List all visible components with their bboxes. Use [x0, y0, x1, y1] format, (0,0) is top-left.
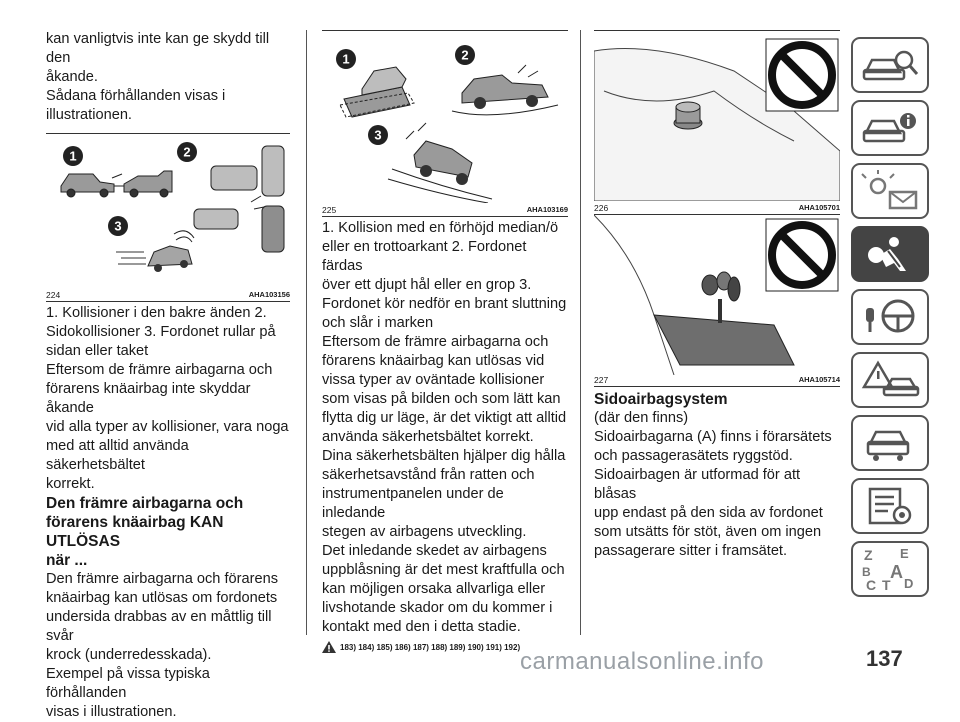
pothole-car: [452, 65, 558, 115]
side-airbag-heading: Sidoairbagsystem: [594, 391, 728, 408]
seat-airbag-illustration: [594, 31, 840, 201]
steering-wheel-key-icon: [860, 296, 920, 338]
car-service-icon: [860, 422, 920, 464]
list-settings-icon: [860, 485, 920, 527]
page-number: 137: [866, 646, 903, 671]
figure-224: [46, 133, 290, 302]
svg-text:2: 2: [183, 144, 191, 160]
tab-safety-airbag[interactable]: [851, 226, 929, 282]
badge-3: [368, 125, 388, 145]
lights-message-icon: [860, 170, 920, 212]
tab-warning-road[interactable]: [851, 352, 929, 408]
badge-1: [336, 49, 356, 69]
svg-text:A: A: [890, 562, 903, 582]
inflation-paragraph: Det inledande skedet av airbagens uppblåsning är det mest kraftfulla och kan möjligen orsaka allvarliga eller livshotande skador om du kommer i kontakt med den i detta stadie.: [322, 543, 565, 635]
rear-collision-cars: [61, 171, 172, 197]
watermark: carmanualsonline.info: [520, 648, 764, 675]
svg-text:3: 3: [114, 218, 122, 234]
badge-2: [455, 45, 475, 65]
intro-text: kan vanligtvis inte kan ge skydd till den åkande. Sådana förhållanden visas i illustrationen.: [46, 31, 270, 123]
figure-225: [322, 30, 568, 217]
figure-224-caption: 1. Kollisioner i den bakre änden 2. Sidokollisioner 3. Fordonet rullar på sidan eller taket: [46, 305, 276, 359]
badge-2: [177, 142, 197, 162]
reference-notes: 183) 184) 185) 186) 187) 188) 189) 190) 191) 192): [322, 641, 568, 653]
tab-steering-wheel-key[interactable]: [851, 289, 929, 345]
tab-lights-message[interactable]: [851, 163, 929, 219]
figure-227: [594, 215, 840, 387]
collision-illustration: [46, 134, 290, 286]
availability-note: (där den finns): [594, 410, 689, 426]
chapter-tabs: [851, 37, 931, 604]
figure-caption-bar: 227 AHA105714: [594, 375, 840, 385]
figure-225-caption: 1. Kollision med en förhöjd median/ö eller en trottoarkant 2. Fordonet färdas över ett djupt hål eller en grop 3. Fordonet kör nedför en brant sluttning och slår i marken: [322, 220, 567, 331]
figure-caption-bar: 224 AHA103156: [46, 290, 290, 300]
column-2: [322, 30, 568, 653]
svg-text:T: T: [882, 577, 891, 592]
svg-text:1: 1: [69, 148, 77, 164]
airbag-person-icon: [860, 233, 920, 275]
svg-text:B: B: [862, 565, 871, 579]
svg-text:1: 1: [342, 51, 350, 67]
svg-text:3: 3: [374, 127, 382, 143]
side-collision-cars: [194, 146, 284, 252]
tab-alphabet-index[interactable]: [851, 541, 929, 597]
tab-car-info[interactable]: [851, 100, 929, 156]
example-paragraph: Exempel på vissa typiska förhållanden visas i illustrationen.: [46, 666, 210, 720]
tab-list-settings[interactable]: [851, 478, 929, 534]
deployment-paragraph: Den främre airbagarna och förarens knäairbag kan utlösas om fordonets undersida drabbas av en måttlig till svår krock (underredesskada).: [46, 571, 278, 663]
tab-car-search[interactable]: [851, 37, 929, 93]
airbag-warning-paragraph: Eftersom de främre airbagarna och förarens knäairbag inte skyddar åkande vid alla typer av kollisioner, vara noga med att alltid använda säkerhetsbältet korrekt.: [46, 362, 289, 492]
alphabet-index-icon: [860, 546, 920, 592]
seat-button: [674, 102, 702, 129]
car-info-icon: [860, 107, 920, 149]
key-ignition-illustration: [594, 215, 840, 375]
seatbelt-paragraph: Eftersom de främre airbagarna och förarens knäairbag kan utlösas vid vissa typer av oväntade kollisioner som visas på bilden och som lätt kan flytta dig ur läge, är det viktigt att alltid använda säkerhetsbältet korrekt.: [322, 334, 567, 445]
prohibited-icon: [766, 39, 838, 111]
badge-3: [108, 216, 128, 236]
tab-car-service[interactable]: [851, 415, 929, 471]
key-icon: [702, 272, 740, 323]
prohibited-icon: [766, 219, 838, 291]
svg-text:Z: Z: [864, 547, 873, 563]
slope-car: [388, 123, 492, 203]
figure-caption-bar: 226 AHA105701: [594, 203, 840, 213]
svg-text:2: 2: [461, 47, 469, 63]
side-airbag-paragraph: Sidoairbagarna (A) finns i förarsätets och passagerasätets ryggstöd. Sidoairbagen är utformad för att blåsas upp endast på den sida av fordonet som utsätts för stöt, även om ingen passagerare sitter i framsätet.: [594, 429, 832, 559]
badge-1: [63, 146, 83, 166]
curb-car: [340, 67, 414, 117]
rollover-car: [116, 231, 194, 272]
svg-text:C: C: [866, 577, 877, 592]
car-search-icon: [860, 44, 920, 86]
warning-road-icon: [860, 359, 920, 401]
column-3: [594, 30, 840, 561]
section-heading: Den främre airbagarna och förarens knäairbag KAN UTLÖSAS när ...: [46, 495, 244, 569]
column-1: [46, 30, 290, 722]
distance-paragraph: Dina säkerhetsbälten hjälper dig hålla säkerhetsavstånd från ratten och instrumentpanelen under de inledande stegen av airbagens utveckling.: [322, 448, 566, 540]
figure-caption-bar: 225 AHA103169: [322, 205, 568, 215]
obstacle-illustration: [322, 31, 568, 203]
svg-text:D: D: [904, 576, 914, 591]
figure-226: [594, 30, 840, 215]
svg-text:E: E: [900, 546, 909, 561]
warning-triangle-icon: [322, 641, 336, 653]
